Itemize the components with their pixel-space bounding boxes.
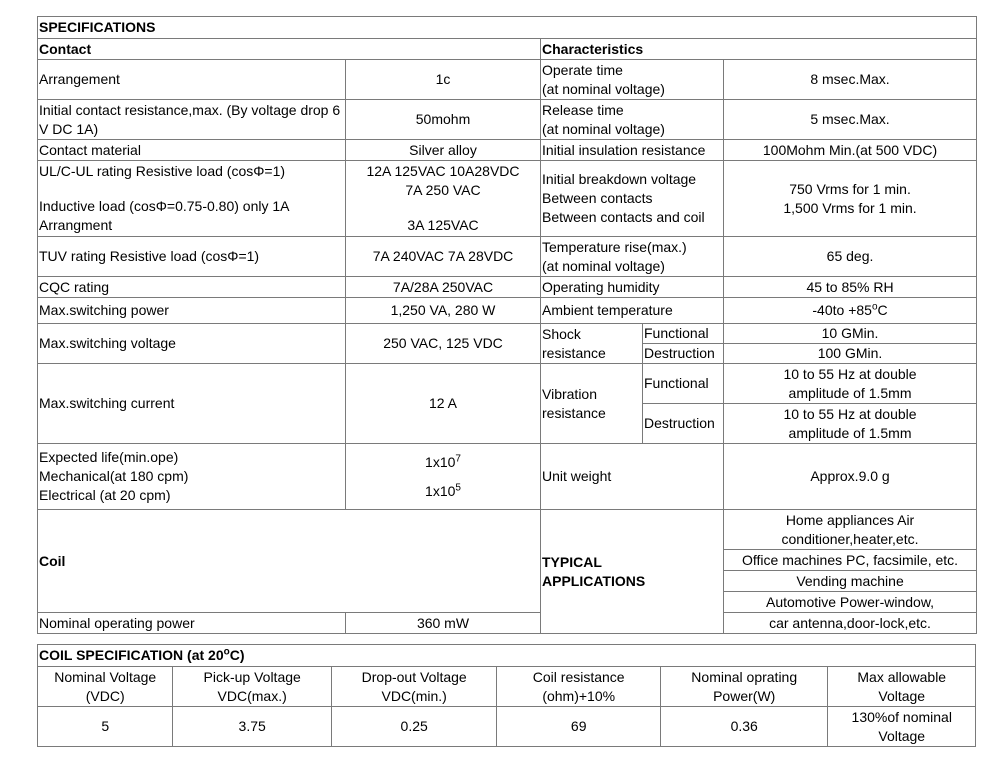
max-power-label: Max.switching power (38, 298, 346, 324)
breakdown-value-1: 750 Vrms for 1 min. (789, 180, 911, 197)
vibration-destruction-value (724, 404, 977, 444)
application-item-4: Automotive Power-window, (724, 592, 977, 613)
expected-life-label (38, 444, 346, 510)
header-line: (ohm)+10% (542, 687, 616, 704)
mechanical-life-exponent: 7 (455, 452, 461, 464)
temp-rise-value: 65 deg. (724, 237, 977, 277)
shock-destruction-label: Destruction (643, 344, 724, 364)
application-item-5: car antenna,door-lock,etc. (724, 613, 977, 634)
cqc-rating-label: CQC rating (38, 277, 346, 298)
vibration-functional-value (724, 364, 977, 404)
operate-time-label (541, 60, 724, 100)
expected-life-value (346, 444, 541, 510)
coil-spec-title-post: C) (229, 647, 245, 663)
typical-applications-heading-2: APPLICATIONS (542, 572, 646, 589)
header-line: Nominal oprating (691, 668, 798, 685)
max-allowable-voltage-value (828, 707, 976, 747)
breakdown-label (541, 161, 724, 237)
breakdown-value (724, 161, 977, 237)
temp-rise-label-2: (at nominal voltage) (542, 257, 665, 274)
shock-label-1: Shock (542, 325, 581, 342)
nominal-voltage-value: 5 (38, 707, 173, 747)
material-value: Silver alloy (346, 140, 541, 161)
header-line: (VDC) (85, 687, 125, 704)
breakdown-label-1: Initial breakdown voltage (542, 171, 697, 187)
header-line: Power(W) (713, 687, 776, 704)
header-line: Coil resistance (532, 668, 625, 685)
tuv-rating-label: TUV rating Resistive load (cosΦ=1) (38, 237, 346, 277)
application-item-1-line-2: conditioner,heater,etc. (781, 530, 919, 547)
breakdown-label-3: Between contacts and coil (542, 209, 705, 225)
vibration-label-1: Vibration (542, 385, 598, 402)
initial-resistance-label: Initial contact resistance,max. (By voltage drop 6 V DC 1A) (38, 100, 346, 140)
vibration-destruction-value-2: amplitude of 1.5mm (788, 424, 912, 441)
electrical-life-value (347, 482, 539, 501)
pickup-voltage-value: 3.75 (173, 707, 332, 747)
header-line: VDC(min.) (381, 687, 447, 704)
coil-spec-degree-sup: o (223, 646, 230, 658)
breakdown-label-2: Between contacts (542, 190, 653, 206)
electrical-life-exponent: 5 (455, 481, 461, 493)
vibration-functional-value-2: amplitude of 1.5mm (788, 384, 912, 401)
nominal-power-label: Nominal operating power (38, 613, 346, 634)
coil-header-nominal-power (660, 667, 828, 707)
coil-spec-title (38, 645, 976, 667)
vibration-destruction-value-1: 10 to 55 Hz at double (783, 405, 917, 422)
ul-rating-value (346, 161, 541, 237)
ul-rating-label (38, 161, 346, 237)
nominal-power-w-value: 0.36 (660, 707, 828, 747)
insulation-value: 100Mohm Min.(at 500 VDC) (724, 140, 977, 161)
tuv-rating-value: 7A 240VAC 7A 28VDC (346, 237, 541, 277)
specifications-table (37, 16, 977, 634)
ul-rating-resistive-value-2: 7A 250 VAC (405, 182, 481, 198)
arrangement-label: Arrangement (38, 60, 346, 100)
breakdown-value-2: 1,500 Vrms for 1 min. (783, 199, 917, 216)
header-line: Max allowable (857, 668, 947, 685)
dropout-voltage-value: 0.25 (331, 707, 497, 747)
release-time-label-2: (at nominal voltage) (542, 120, 665, 137)
shock-functional-value: 10 GMin. (724, 324, 977, 344)
temp-rise-label (541, 237, 724, 277)
humidity-value: 45 to 85% RH (724, 277, 977, 298)
vibration-label-2: resistance (542, 404, 606, 421)
max-current-value: 12 A (346, 364, 541, 444)
material-label: Contact material (38, 140, 346, 161)
coil-header-max-voltage (828, 667, 976, 707)
coil-specification-table (37, 644, 976, 747)
coil-resistance-value: 69 (497, 707, 661, 747)
header-line: Pick-up Voltage (203, 668, 301, 685)
shock-label-2: resistance (542, 344, 606, 361)
ul-rating-inductive-label: Inductive load (cosΦ=0.75-0.80) only 1A Arrangment (39, 198, 289, 233)
ul-rating-resistive-value-1: 12A 125VAC 10A28VDC (366, 163, 520, 179)
shock-destruction-value: 100 GMin. (724, 344, 977, 364)
characteristics-heading: Characteristics (541, 39, 977, 60)
arrangement-value: 1c (346, 60, 541, 100)
release-time-label-1: Release time (542, 101, 624, 118)
typical-applications-heading-1: TYPICAL (542, 553, 602, 570)
header-line: Voltage (878, 687, 926, 704)
max-current-label: Max.switching current (38, 364, 346, 444)
max-voltage-label: Max.switching voltage (38, 324, 346, 364)
contact-heading: Contact (38, 39, 541, 60)
shock-functional-label: Functional (643, 324, 724, 344)
insulation-label: Initial insulation resistance (541, 140, 724, 161)
application-item-2: Office machines PC, facsimile, etc. (724, 550, 977, 571)
release-time-label (541, 100, 724, 140)
mechanical-life-value (347, 453, 539, 472)
typical-applications-heading (541, 510, 724, 634)
ambient-value (724, 298, 977, 324)
expected-life-label-1: Expected life(min.ope) (39, 449, 179, 465)
weight-label: Unit weight (541, 444, 724, 510)
application-item (724, 510, 977, 550)
temp-rise-label-1: Temperature rise(max.) (542, 238, 687, 255)
coil-spec-title-pre: COIL SPECIFICATION (at 20 (39, 647, 224, 663)
coil-header-pickup-voltage (173, 667, 332, 707)
application-item-1-line-1: Home appliances Air (785, 511, 915, 528)
vibration-label (541, 364, 643, 444)
max-allowable-voltage-line-2: Voltage (878, 727, 926, 744)
ul-rating-inductive-value: 3A 125VAC (407, 217, 479, 233)
table-row (38, 707, 976, 747)
shock-label (541, 324, 643, 364)
header-line: VDC(max.) (217, 687, 287, 704)
max-power-value: 1,250 VA, 280 W (346, 298, 541, 324)
specifications-title: SPECIFICATIONS (38, 17, 977, 39)
operate-time-value: 8 msec.Max. (724, 60, 977, 100)
ambient-degree-sup: o (871, 301, 878, 313)
nominal-power-value: 360 mW (346, 613, 541, 634)
application-item-3: Vending machine (724, 571, 977, 592)
header-line: Nominal Voltage (54, 668, 157, 685)
vibration-destruction-label: Destruction (643, 404, 724, 444)
mechanical-life-base: 1x10 (425, 453, 456, 470)
coil-header-coil-resistance (497, 667, 661, 707)
vibration-functional-label: Functional (643, 364, 724, 404)
release-time-value: 5 msec.Max. (724, 100, 977, 140)
vibration-functional-value-1: 10 to 55 Hz at double (783, 365, 917, 382)
coil-header-dropout-voltage (331, 667, 497, 707)
header-line: Drop-out Voltage (361, 668, 467, 685)
humidity-label: Operating humidity (541, 277, 724, 298)
electrical-life-base: 1x10 (425, 482, 456, 499)
initial-resistance-value: 50mohm (346, 100, 541, 140)
ul-rating-resistive-label: UL/C-UL rating Resistive load (cosΦ=1) (39, 163, 286, 179)
cqc-rating-value: 7A/28A 250VAC (346, 277, 541, 298)
expected-life-label-3: Electrical (at 20 cpm) (39, 487, 171, 503)
ambient-value-post: C (877, 302, 888, 318)
coil-heading: Coil (38, 510, 541, 613)
operate-time-label-2: (at nominal voltage) (542, 80, 665, 97)
max-voltage-value: 250 VAC, 125 VDC (346, 324, 541, 364)
max-allowable-voltage-line-1: 130%of nominal (851, 708, 952, 725)
operate-time-label-1: Operate time (542, 61, 623, 78)
ambient-label: Ambient temperature (541, 298, 724, 324)
ambient-value-pre: -40to +85 (812, 302, 872, 318)
expected-life-label-2: Mechanical(at 180 cpm) (39, 468, 189, 484)
coil-header-nominal-voltage (38, 667, 173, 707)
weight-value: Approx.9.0 g (724, 444, 977, 510)
